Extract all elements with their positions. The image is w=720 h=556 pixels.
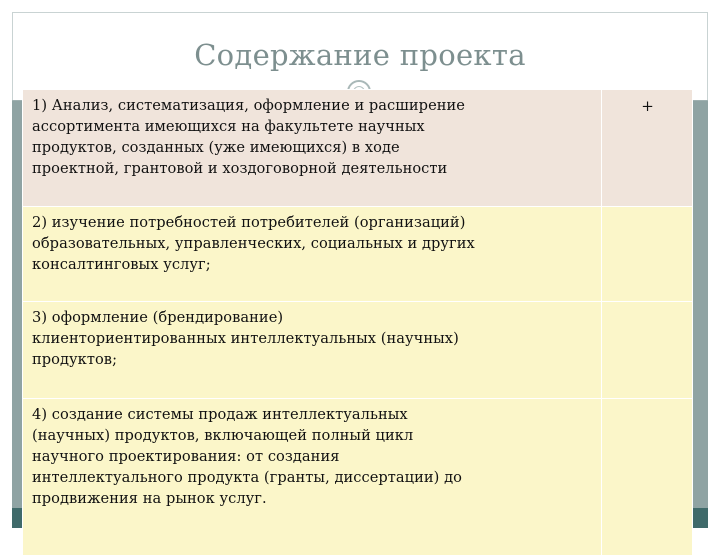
row-text: 4) создание системы продаж интеллектуальных (научных) продуктов, включающей полный цикл научного проектирования: от создания интеллектуального продукта (гранты, диссертации) до продвижения на рынок услуг. [32, 406, 462, 507]
table-row [23, 207, 693, 302]
table-row [23, 90, 693, 207]
row-text: 1) Анализ, систематизация, оформление и расширение ассортимента имеющихся на факультете научных продуктов, созданных (уже имеющихся) в ходе проектной, грантовой и хоздоговорной деятельности [32, 97, 465, 177]
plus-mark: + [641, 97, 654, 115]
table-cell-text [23, 302, 602, 399]
row-text: 2) изучение потребностей потребителей (организаций) образовательных, управленческих, социальных и других консалтинговых услуг; [32, 214, 475, 273]
table-row [23, 302, 693, 399]
table-cell-mark [602, 302, 693, 399]
row-text: 3) оформление (брендирование) клиенториентированных интеллектуальных (научных) продуктов; [32, 309, 459, 368]
table-cell-mark [602, 399, 693, 556]
table-row [23, 399, 693, 556]
slide-title: Содержание проекта [194, 38, 526, 72]
table-cell-mark [602, 90, 693, 207]
project-content-table [22, 89, 693, 556]
table-cell-text [23, 207, 602, 302]
table-cell-mark [602, 207, 693, 302]
table-cell-text [23, 90, 602, 207]
table-cell-text [23, 399, 602, 556]
right-decor-band [692, 100, 708, 528]
